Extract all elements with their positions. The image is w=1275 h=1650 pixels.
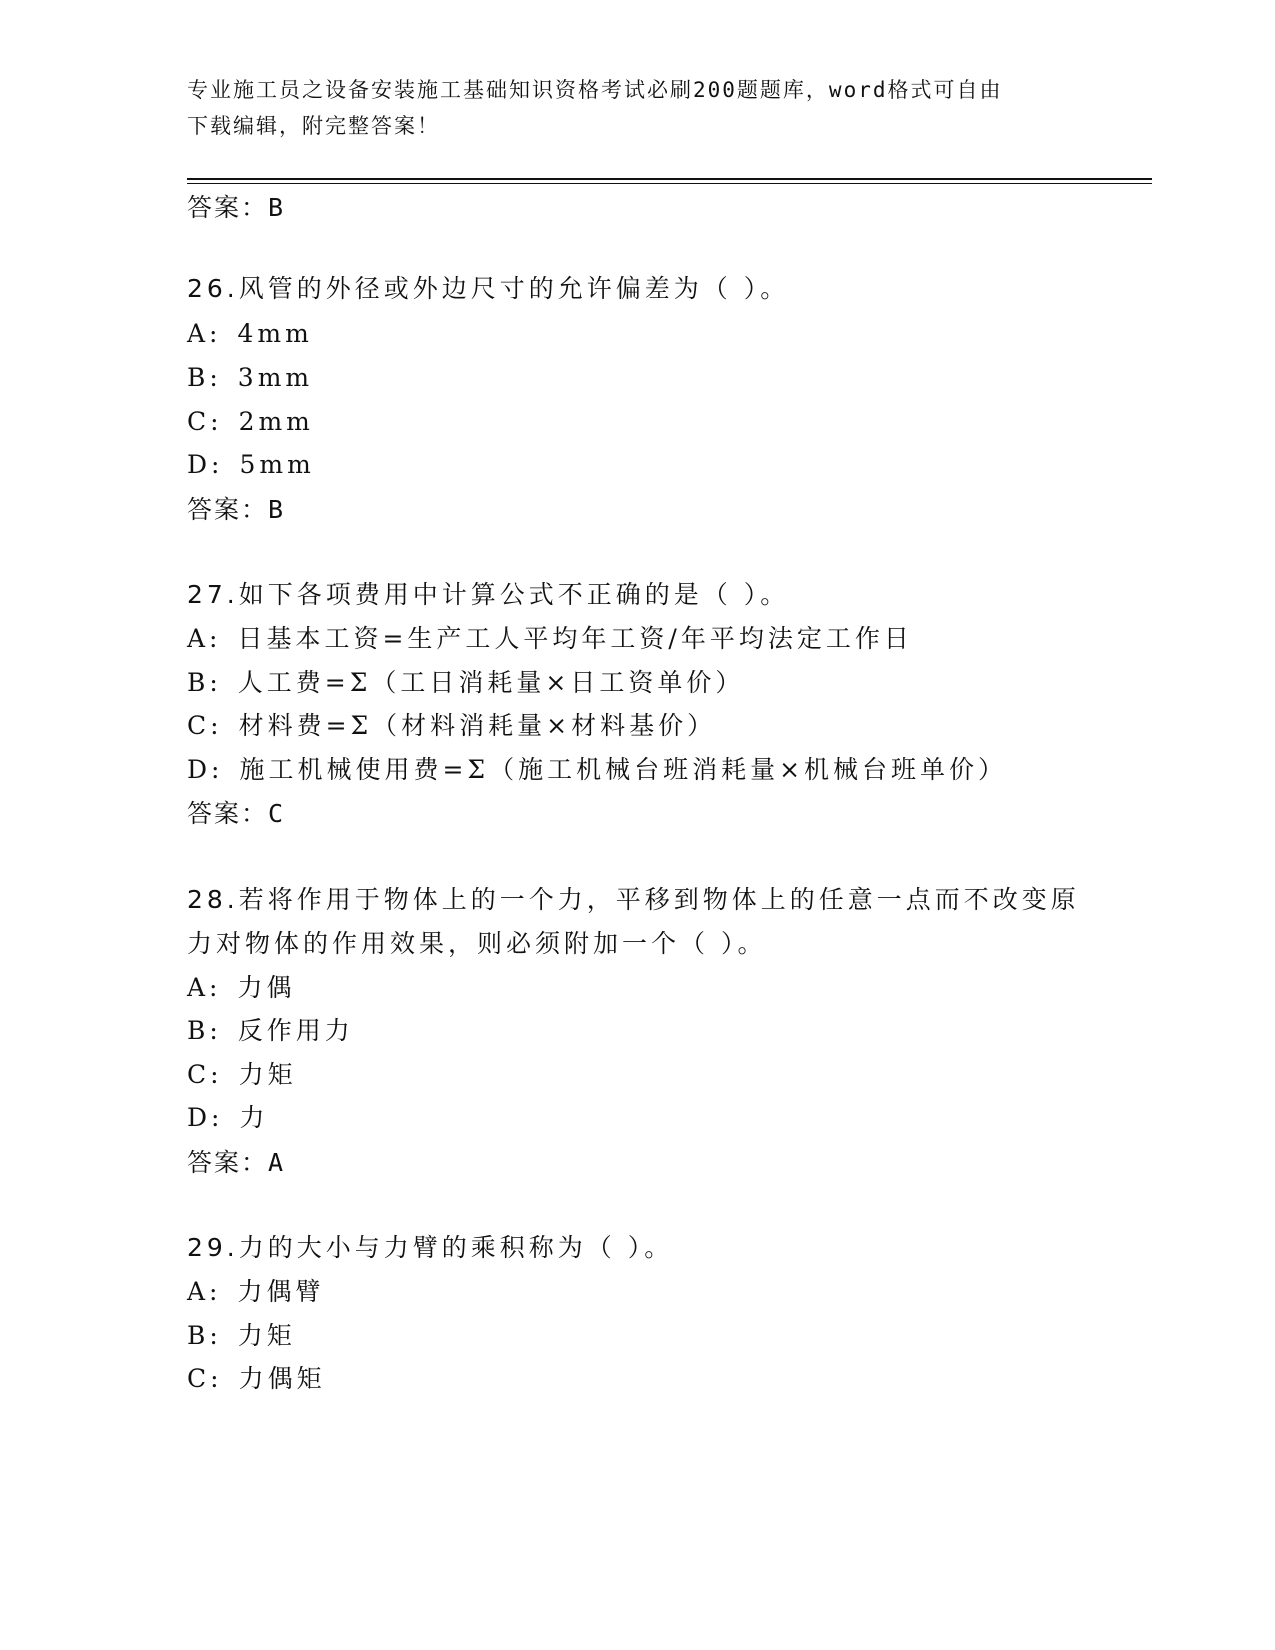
question-28-option-a	[187, 971, 296, 1005]
option-value: 力	[239, 1103, 269, 1132]
question-27-option-b	[187, 666, 744, 700]
question-27-option-c	[187, 709, 716, 743]
option-label: D:	[187, 755, 224, 784]
question-26-option-c	[187, 405, 314, 439]
header-line-1: 专业施工员之设备安装施工基础知识资格考试必刷200题题库，word格式可自由	[187, 78, 1003, 102]
option-value: 日基本工资=生产工人平均年工资/年平均法定工作日	[237, 624, 913, 653]
previous-answer: 答案：B	[187, 193, 286, 222]
option-label: C:	[187, 1364, 223, 1393]
header-divider-thick	[187, 178, 1152, 180]
option-label: B:	[187, 668, 222, 697]
document-header	[187, 72, 1067, 144]
option-value: 力偶臂	[237, 1277, 325, 1306]
option-value: 4mm	[237, 319, 313, 348]
question-28-stem-line-1: 28.若将作用于物体上的一个力，平移到物体上的任意一点而不改变原	[187, 885, 1080, 914]
question-26-option-b	[187, 361, 313, 395]
question-28-stem-line-2: 力对物体的作用效果，则必须附加一个（ ）。	[187, 929, 767, 958]
option-value: 力偶矩	[238, 1364, 326, 1393]
option-label: A:	[187, 624, 222, 653]
option-value: 力矩	[238, 1060, 297, 1089]
question-29-option-c	[187, 1362, 326, 1396]
question-27-option-d	[187, 753, 1007, 787]
question-26-answer: 答案：B	[187, 495, 286, 524]
option-value: 力矩	[237, 1321, 296, 1350]
option-label: C:	[187, 1060, 223, 1089]
header-divider-thin	[187, 183, 1152, 184]
option-label: D:	[187, 450, 224, 479]
option-value: 施工机械使用费=Σ（施工机械台班消耗量×机械台班单价）	[239, 755, 1008, 784]
option-label: C:	[187, 407, 223, 436]
question-26-option-a	[187, 317, 313, 351]
option-value: 5mm	[239, 450, 315, 479]
option-value: 力偶	[237, 973, 296, 1002]
option-label: A:	[187, 973, 222, 1002]
question-28-option-b	[187, 1014, 354, 1048]
option-value: 材料费=Σ（材料消耗量×材料基价）	[238, 711, 717, 740]
option-value: 2mm	[238, 407, 314, 436]
question-27-answer: 答案：C	[187, 799, 286, 828]
question-28-option-d	[187, 1101, 268, 1135]
question-29-stem: 29.力的大小与力臂的乘积称为（ ）。	[187, 1233, 674, 1262]
question-28-answer: 答案：A	[187, 1148, 286, 1177]
question-29-option-a	[187, 1275, 325, 1309]
option-label: B:	[187, 363, 222, 392]
question-26-option-d	[187, 448, 315, 482]
option-value: 3mm	[237, 363, 314, 392]
option-label: B:	[187, 1321, 222, 1350]
option-label: A:	[187, 1277, 222, 1306]
question-27-stem: 27.如下各项费用中计算公式不正确的是（ ）。	[187, 580, 790, 609]
question-28-option-c	[187, 1058, 297, 1092]
option-value: 人工费=Σ（工日消耗量×日工资单价）	[237, 668, 745, 697]
option-label: C:	[187, 711, 223, 740]
question-26-stem: 26.风管的外径或外边尺寸的允许偏差为（ ）。	[187, 274, 790, 303]
option-label: D:	[187, 1103, 224, 1132]
question-29-option-b	[187, 1319, 296, 1353]
option-label: B:	[187, 1016, 222, 1045]
option-value: 反作用力	[237, 1016, 354, 1045]
header-line-2: 下载编辑，附完整答案！	[187, 114, 440, 138]
question-27-option-a	[187, 622, 913, 656]
option-label: A:	[187, 319, 222, 348]
